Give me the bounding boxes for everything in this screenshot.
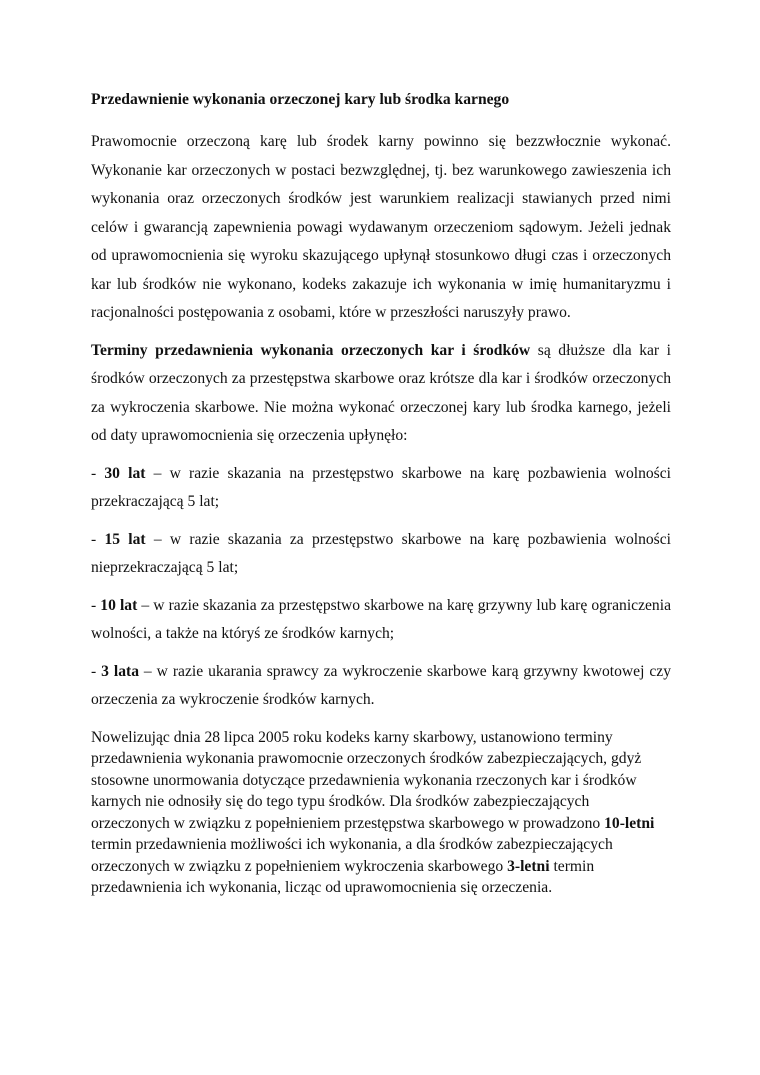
amendment-bold-3-letni: 3-letni — [507, 857, 550, 875]
amendment-text-e: termin przedawnienia ich wykonania, licząc od uprawomocnienia się orzeczenia. — [91, 857, 595, 896]
amendment-bold-10-letni: 10-letni — [604, 814, 655, 832]
list-dash: - — [91, 662, 102, 680]
list-item-10-lat — [91, 592, 671, 649]
list-item-30-lat — [91, 460, 671, 517]
list-item-period: 30 lat — [104, 464, 146, 482]
document-title: Przedawnienie wykonania orzeczonej kary lub środka karnego — [91, 91, 510, 108]
list-item-period: 10 lat — [100, 596, 138, 614]
list-item-text: – w razie skazania za przestępstwo skarbowe na karę grzywny lub karę ograniczenia wolności, a także na któryś ze środków karnych; — [91, 596, 671, 642]
list-item-text: – w razie skazania za przestępstwo skarbowe na karę pozbawienia wolności nieprzekraczającą 5 lat; — [91, 530, 671, 576]
list-dash: - — [91, 464, 105, 482]
document-body — [91, 90, 671, 908]
list-item-3-lata — [91, 658, 671, 715]
terms-text: są dłuższe dla kar i środków orzeczonych za przestępstwa skarbowe oraz krótsze dla kar i środków orzeczonych za wykroczenia skarbowe. Nie można wykonać orzeczonej kary lub środka karnego, jeżeli od daty uprawomocnienia się orzeczenia upłynęło: — [91, 341, 671, 444]
amendment-text-c: termin przedawnienia możliwości ich wykonania, a dla środków zabezpieczających orzeczonych w związku z popełnieniem wykroczenia skarbowego — [91, 836, 613, 875]
list-item-text: – w razie ukarania sprawcy za wykroczenie skarbowe karą grzywny kwotowej czy orzeczenia za wykroczenie środków karnych. — [91, 662, 672, 708]
list-item-15-lat — [91, 526, 671, 583]
paragraph-terms — [91, 337, 671, 451]
list-dash: - — [91, 596, 101, 614]
list-item-period: 15 lat — [104, 530, 146, 548]
list-item-text: – w razie skazania na przestępstwo skarbowe na karę pozbawienia wolności przekraczającą 5 lat; — [91, 464, 671, 510]
terms-heading-bold: Terminy przedawnienia wykonania orzeczonych kar i środków — [91, 341, 531, 359]
list-item-period: 3 lata — [101, 662, 139, 680]
paragraph-intro: Prawomocnie orzeczoną karę lub środek karny powinno się bezzwłocznie wykonać. Wykonanie kar orzeczonych w postaci bezwzględnej, tj. bez warunkowego zawieszenia ich wykonania oraz orzeczonych środków jest warunkiem realizacji stawianych przed nimi celów i gwarancją zapewnienia powagi wydawanym orzeczeniom sądowym. Jeżeli jednak od uprawomocnienia się wyroku skazującego upłynął stosunkowo długi czas i orzeczonych kar lub środków nie wykonano, kodeks zakazuje ich wykonania w imię humanitaryzmu i racjonalności postępowania z osobami, które w przeszłości naruszyły prawo. — [91, 133, 671, 321]
amendment-text-a: Nowelizując dnia 28 lipca 2005 roku kodeks karny skarbowy, ustanowiono terminy przedawnienia wykonania prawomocnie orzeczonych środków zabezpieczających, gdyż stosowne unormowania dotyczące przedawnienia wykonania rzeczonych kar i środków karnych nie odnosiły się do tego typu środków. Dla środków zabezpieczających orzeczonych w związku z popełnieniem przestępstwa skarbowego w prowadzono — [91, 728, 642, 832]
list-dash: - — [91, 530, 105, 548]
paragraph-amendment — [91, 727, 671, 899]
